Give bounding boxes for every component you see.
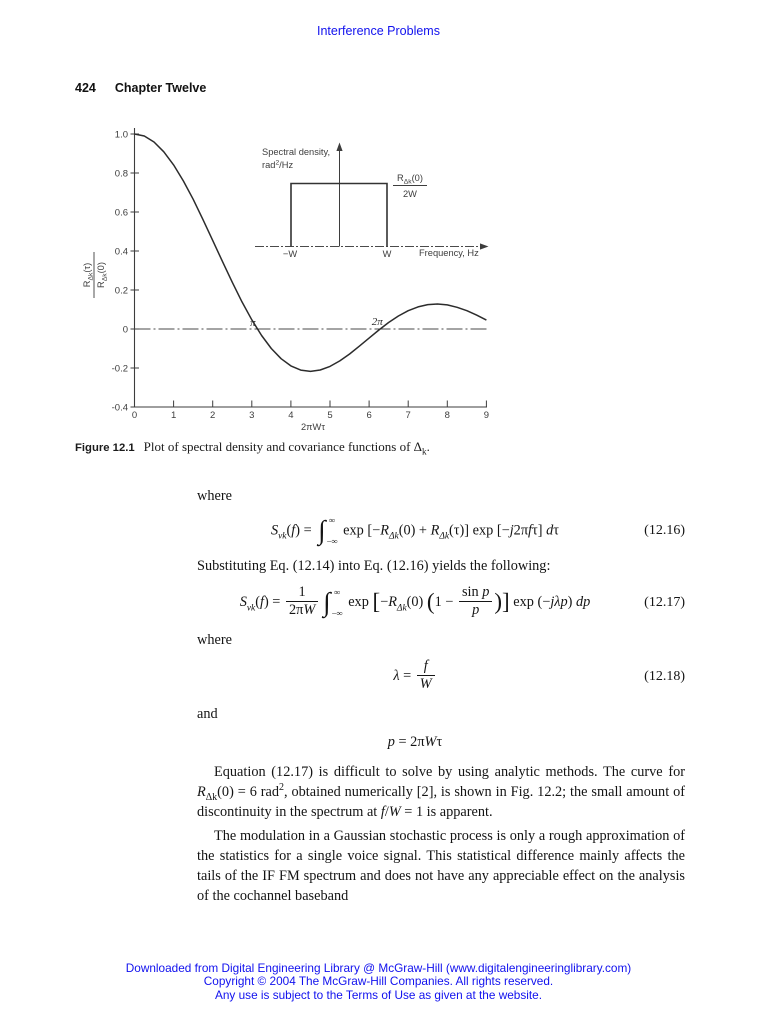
y-tick-label: 0.6: [114, 207, 128, 219]
running-head: Interference Problems: [317, 24, 440, 38]
x-tick-label: 1: [170, 410, 177, 421]
figure-caption-label: Figure 12.1: [75, 442, 135, 454]
equation-12-17-number: (12.17): [644, 594, 685, 610]
spectral-density-inset: [255, 143, 489, 260]
equation-p-unnumbered: [197, 734, 685, 752]
chapter-header: [75, 81, 206, 95]
inset-x-axis-label: Frequency, Hz: [419, 248, 479, 258]
y-tick-label: 0.4: [114, 246, 128, 258]
zero-crossing-annotation: π: [250, 317, 256, 330]
and-line: and: [197, 705, 218, 722]
inset-title-line1: Spectral density,: [262, 147, 331, 157]
inset-height-label-numerator: $R_{\Delta k}(0)$: [397, 173, 423, 186]
inset-title-line2: rad$^2$/Hz: [262, 159, 294, 170]
inset-right-arrow-icon: [480, 243, 489, 249]
y-axis-label-numerator: $R_{\Delta k}(\tau)$: [82, 262, 95, 288]
equation-12-16-number: (12.16): [644, 523, 685, 538]
paragraph-2: The modulation in a Gaussian stochastic process is only a rough approximation of the statistics for a single voice signal. This statistical difference mainly affects the tails of the IF FM spectrum and does not have any appreciable effect on the analysis of the cochannel baseband: [197, 827, 685, 904]
x-axis-label: 2πWτ: [300, 422, 326, 432]
body-column: [197, 486, 685, 906]
footer-line-2: Copyright © 2004 The McGraw-Hill Companies. All rights reserved.: [203, 974, 554, 989]
paragraph-1: Equation (12.17) is difficult to solve by using analytic methods. The curve for $R_{\Delta k}(0) = 6$ rad$^2$, obtained numerically [2], is shown in Fig. 12.2; the small amount of discontinuity in the spectrum at f/W = 1 is apparent.: [197, 763, 685, 820]
y-axis-label-denominator: $R_{\Delta k}(0)$: [96, 262, 109, 288]
figure-caption: [75, 439, 515, 455]
y-axis-label: [82, 252, 109, 298]
x-tick-label: 5: [327, 410, 333, 421]
equation-p-body: p = 2πWτ: [387, 733, 443, 750]
y-tick-label: 0.2: [114, 285, 128, 297]
y-tick-label: -0.4: [111, 402, 128, 414]
where-line-1: where: [197, 488, 232, 504]
x-tick-label: 9: [483, 410, 490, 421]
inset-tick-w: W: [382, 249, 392, 259]
inset-up-arrow-icon: [336, 143, 342, 152]
equation-12-18: [197, 657, 685, 694]
equation-12-17-body: $S_{vk}(f)$ = $\frac{1}{2\pi W}$ ∫ ∞ −∞ $\exp [-R_{\Delta k}(0) (1$ − $\frac{\text{sin p}}{p}$ )] exp (−jλp) dp: [239, 584, 591, 619]
x-tick-label: 2: [210, 410, 216, 421]
y-tick-label: -0.2: [111, 363, 128, 375]
where-line-2: where: [197, 631, 232, 648]
equation-12-18-number: (12.18): [644, 668, 685, 684]
inset-height-label-denominator: 2W: [403, 189, 417, 199]
equation-12-17: [197, 586, 685, 620]
equation-12-18-body: λ = $\frac{f}{W}$: [197, 660, 633, 694]
inset-tick-minus-w: −W: [282, 249, 298, 259]
page-number: 424: [75, 81, 96, 95]
x-tick-label: 6: [366, 410, 372, 421]
y-tick-label: 0: [122, 324, 128, 336]
y-tick-label: 0.8: [114, 168, 128, 180]
footer-line-1: Downloaded from Digital Engineering Library @ McGraw-Hill (www.digitalengineeringlibrary.com): [125, 961, 632, 975]
x-tick-label: 0: [131, 410, 138, 421]
x-tick-label: 4: [288, 410, 294, 421]
figure-caption-text: Plot of spectral density and covariance functions of $\Delta_k$.: [143, 439, 430, 457]
y-tick-label: 1.0: [114, 129, 128, 141]
substituting-line: Substituting Eq. (12.14) into Eq. (12.16) yields the following:: [197, 558, 551, 574]
zero-crossing-annotation: 2π: [371, 316, 383, 329]
figure-12-1-plot: [70, 118, 500, 433]
footer-line-3: Any use is subject to the Terms of Use as given at the website.: [215, 987, 542, 1002]
chapter-title: Chapter Twelve: [114, 81, 207, 95]
equation-12-16: [197, 516, 685, 546]
x-tick-label: 7: [405, 410, 411, 421]
x-tick-label: 8: [444, 410, 450, 421]
figure-12-1: [70, 118, 500, 433]
x-tick-label: 3: [249, 410, 255, 421]
footer: [0, 962, 757, 1002]
equation-12-16-body: $S_{vk}(f)$ = ∫ ∞ −∞ $\exp [-R_{\Delta k}(0) + R_{\Delta k}(\tau)]$ exp [−j2πfτ] dτ: [270, 515, 560, 547]
